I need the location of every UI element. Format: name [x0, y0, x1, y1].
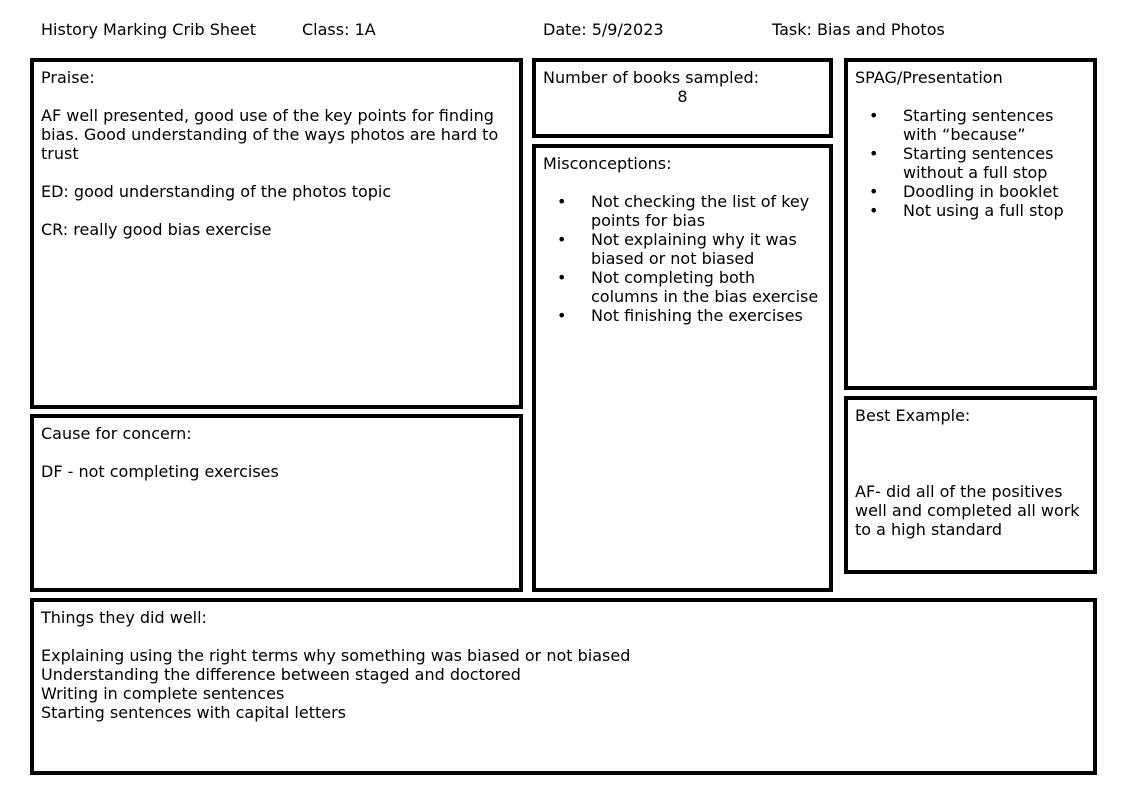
class-label: Class: 1A: [302, 20, 376, 39]
books-count: 8: [677, 87, 688, 106]
did-well-line: Starting sentences with capital letters: [41, 703, 346, 722]
misconception-item: • Not completing both columns in the bias exercise: [543, 268, 822, 306]
misconception-item: • Not explaining why it was biased or not biased: [543, 230, 822, 268]
concern-text: DF - not completing exercises: [41, 462, 279, 481]
best-example-text: AF- did all of the positives well and completed all work to a high standard: [855, 482, 1080, 539]
spag-item: • Starting sentences without a full stop: [855, 144, 1086, 182]
did-well-box: [30, 598, 1097, 775]
spag-box: [844, 58, 1097, 390]
praise-box: [30, 58, 523, 409]
date-label: Date: 5/9/2023: [543, 20, 664, 39]
praise-line-2: ED: good understanding of the photos topic: [41, 182, 392, 201]
sheet-title: History Marking Crib Sheet: [41, 20, 256, 39]
did-well-line: Explaining using the right terms why something was biased or not biased: [41, 646, 631, 665]
spag-heading: SPAG/Presentation: [855, 68, 1003, 87]
praise-line-3: CR: really good bias exercise: [41, 220, 272, 239]
best-example-box: [844, 396, 1097, 574]
did-well-line: Writing in complete sentences: [41, 684, 285, 703]
misconceptions-list: [543, 192, 822, 325]
misconceptions-heading: Misconceptions:: [543, 154, 672, 173]
concern-heading: Cause for concern:: [41, 424, 192, 443]
books-heading: Number of books sampled:: [543, 68, 760, 87]
concern-box: [30, 414, 523, 592]
best-example-heading: Best Example:: [855, 406, 971, 425]
praise-line-1: AF well presented, good use of the key points for finding bias. Good understanding of the ways photos are hard to trust: [41, 106, 499, 163]
spag-list: [855, 106, 1086, 220]
did-well-line: Understanding the difference between staged and doctored: [41, 665, 521, 684]
misconception-item: • Not finishing the exercises: [543, 306, 822, 325]
spag-item: • Not using a full stop: [855, 201, 1086, 220]
task-label: Task: Bias and Photos: [772, 20, 945, 39]
spag-item: • Starting sentences with “because”: [855, 106, 1086, 144]
books-sampled-box: [532, 58, 833, 138]
misconceptions-box: [532, 144, 833, 592]
spag-item: • Doodling in booklet: [855, 182, 1086, 201]
did-well-heading: Things they did well:: [41, 608, 207, 627]
misconception-item: • Not checking the list of key points for bias: [543, 192, 822, 230]
praise-heading: Praise:: [41, 68, 95, 87]
